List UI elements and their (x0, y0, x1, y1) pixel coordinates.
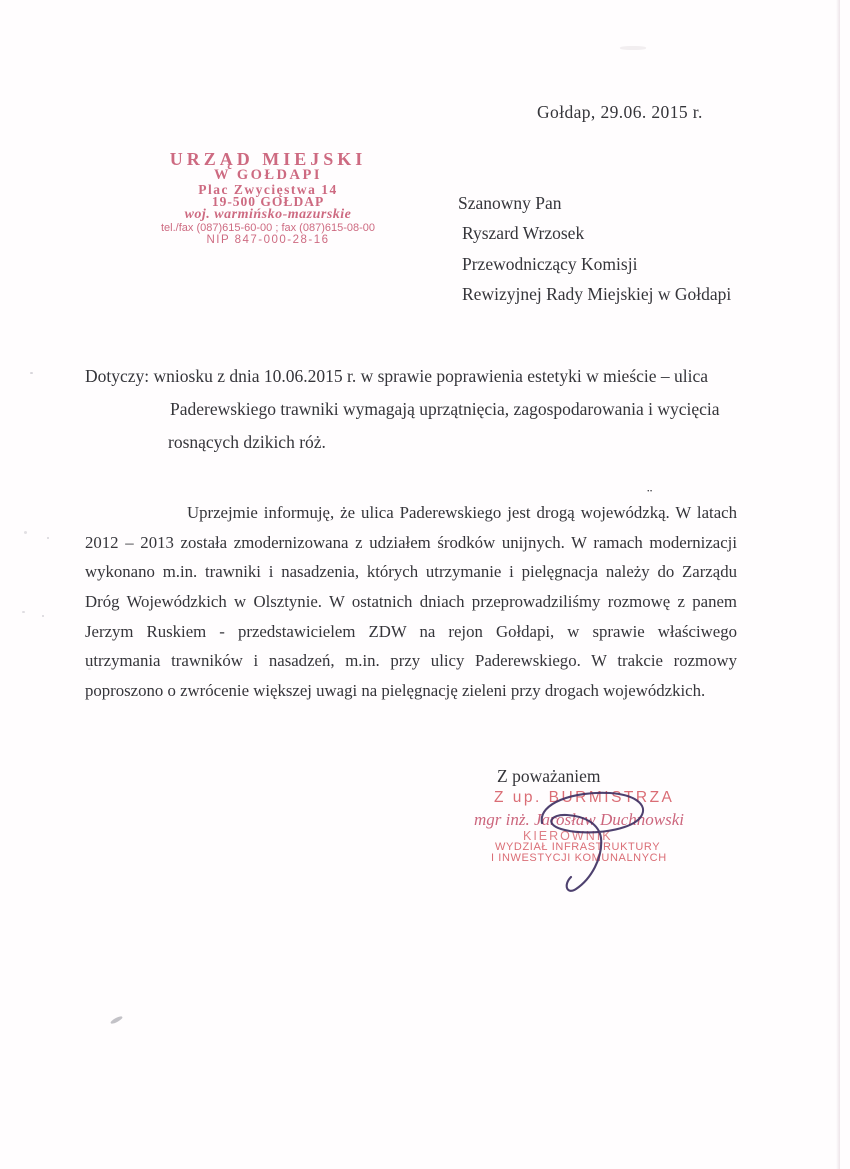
department-stamp-line-2: I INWESTYCJI KOMUNALNYCH (491, 852, 667, 864)
body-line: wykonano m.in. trawniki i nasadzenia, których utrzymanie i pielęgnacja należy do Zarządu (85, 562, 737, 582)
body-line: utrzymania trawników i nasadzeń, m.in. przy ulicy Paderewskiego. W trakcie rozmowy (85, 651, 737, 671)
scan-speck (620, 46, 646, 50)
body-line: Dróg Wojewódzkich w Olsztynie. W ostatnich dniach przeprowadziliśmy rozmowę z panem (85, 592, 737, 612)
recipient-title-line-1: Przewodniczący Komisji (462, 253, 638, 274)
body-line: poproszono o zwrócenie większej uwagi na pielęgnację zieleni przy drogach wojewódzkich. (85, 681, 706, 701)
stamp-voivodeship: woj. warmińsko-mazurskie (184, 207, 352, 222)
scan-speck (47, 537, 49, 539)
date-line: Gołdap, 29.06. 2015 r. (537, 102, 703, 122)
scan-artifact-diaeresis: ¨ (647, 487, 653, 504)
stamp-postal-code: 19-500 GOŁDAP (211, 194, 325, 209)
scan-speck (22, 611, 25, 613)
stamp-phone-fax: tel./fax (087)615-60-00 ; fax (087)615-08-00 (160, 222, 376, 234)
stamp-nip: NIP 847-000-28-16 (206, 234, 330, 246)
body-paragraph (85, 503, 737, 711)
stamp-org-city: W GOŁDAPI (213, 167, 323, 183)
recipient-title-line-2: Rewizyjnej Rady Miejskiej w Gołdapi (462, 284, 732, 305)
scan-speck (30, 372, 33, 374)
subject-block (85, 366, 720, 452)
subject-line-2: Paderewskiego trawniki wymagają uprzątnięcia, zagospodarowania i wycięcia (170, 399, 720, 419)
pen-smudge (110, 1015, 123, 1025)
valediction: Z poważaniem (497, 766, 601, 786)
signer-name-stamp: mgr inż. Jarosław Duchnowski (474, 810, 684, 829)
recipient-block (458, 188, 731, 310)
stamp-street: Plac Zwycięstwa 14 (198, 182, 338, 197)
recipient-name: Ryszard Wrzosek (462, 223, 585, 244)
scan-speck (88, 668, 91, 670)
body-line: 2012 – 2013 została zmodernizowana z udziałem środków unijnych. W ramach modernizacji (85, 532, 737, 552)
authorization-stamp-line: Z up. BURMISTRZA (494, 789, 675, 806)
scan-speck (24, 531, 27, 534)
stamp-org-name: URZĄD MIEJSKI (169, 149, 367, 169)
recipient-salutation: Szanowny Pan (458, 193, 562, 213)
department-stamp-line-1: WYDZIAŁ INFRASTRUKTURY (495, 841, 661, 853)
body-line: Uprzejmie informuję, że ulica Paderewskiego jest drogą wojewódzką. W latach (187, 503, 737, 522)
subject-line-3: rosnących dzikich róż. (168, 432, 326, 452)
body-line: Jerzym Ruskiem - przedstawicielem ZDW na rejon Gołdapi, w sprawie właściwego (85, 621, 737, 641)
scan-edge-shadow (836, 0, 840, 1169)
signer-position-stamp: KIEROWNIK (523, 829, 613, 843)
scan-speck (42, 615, 44, 617)
handwritten-signature (520, 787, 660, 897)
subject-line-1: Dotyczy: wniosku z dnia 10.06.2015 r. w sprawie poprawienia estetyki w mieście – ulica (85, 366, 709, 386)
sender-stamp (118, 151, 418, 246)
